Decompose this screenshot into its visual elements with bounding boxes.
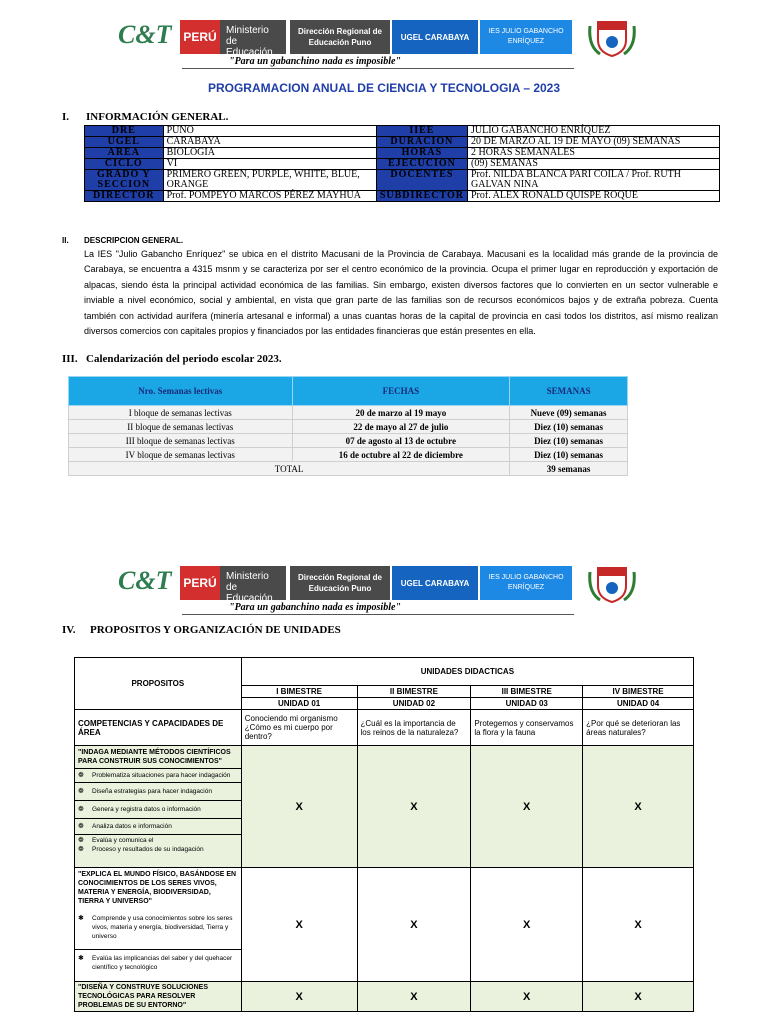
info-value: BIOLOGIA	[163, 148, 376, 159]
cal-dates: 07 de agosto al 13 de octubre	[292, 434, 510, 448]
cal-weeks: Diez (10) semanas	[510, 420, 628, 434]
mark-c3-u2: X	[357, 982, 471, 1012]
info-label: DIRECTOR	[85, 191, 164, 202]
unit-title-2: ¿Cuál es la importancia de los reinos de la naturaleza?	[357, 710, 471, 746]
info-value: CARABAYA	[163, 137, 376, 148]
cal-dates: 16 de octubre al 22 de diciembre	[292, 448, 510, 462]
cal-dates: 20 de marzo al 19 mayo	[292, 406, 510, 420]
info-value: Prof. NILDA BLANCA PARI COILA / Prof. RUTH GALVAN NINA	[468, 170, 720, 191]
cal-header-weeks: Nro. Semanas lectivas	[69, 377, 293, 406]
school-emblem-icon	[586, 16, 638, 58]
mark-c2-u1: X	[241, 868, 357, 982]
mark-c2-u4: X	[583, 868, 694, 982]
cal-dates: 22 de mayo al 27 de julio	[292, 420, 510, 434]
bullet-icon: ❁	[78, 823, 84, 830]
calendar-table	[68, 376, 628, 476]
mark-c1-u1: X	[241, 746, 357, 868]
bullet-icon: ❁	[78, 837, 84, 844]
mark-c3-u3: X	[471, 982, 583, 1012]
school-emblem-icon	[586, 562, 638, 604]
peru-logo: PERÚ	[180, 20, 220, 54]
divider	[182, 614, 574, 615]
info-label: DOCENTES	[376, 170, 467, 191]
info-label: DURACION	[376, 137, 467, 148]
cal-block: I bloque de semanas lectivas	[69, 406, 293, 420]
bullet-icon: ✱	[78, 955, 84, 962]
calendar-row	[69, 448, 628, 462]
bullet-icon: ❁	[78, 806, 84, 813]
peru-logo: PERÚ	[180, 566, 220, 600]
mark-c2-u2: X	[357, 868, 471, 982]
cal-total-label: TOTAL	[69, 462, 510, 476]
cal-block: III bloque de semanas lectivas	[69, 434, 293, 448]
bullet-icon: ✱	[78, 915, 84, 922]
page-title: PROGRAMACION ANUAL DE CIENCIA Y TECNOLOGIA – 2023	[207, 81, 561, 95]
info-row	[85, 170, 720, 191]
cal-total-value: 39 semanas	[510, 462, 628, 476]
bimestre-2: II BIMESTRE	[357, 686, 471, 698]
unidad-4: UNIDAD 04	[583, 698, 694, 710]
general-info-table	[84, 125, 720, 202]
info-value: JULIO GABANCHO ENRÍQUEZ	[468, 126, 720, 137]
cal-weeks: Nueve (09) semanas	[510, 406, 628, 420]
bullet-icon: ❁	[78, 788, 84, 795]
calendar-row	[69, 434, 628, 448]
cal-header-dates: FECHAS	[292, 377, 510, 406]
section-1-heading: I. INFORMACIÓN GENERAL.	[62, 111, 229, 123]
info-row	[85, 159, 720, 170]
info-value: 20 DE MARZO AL 19 DE MAYO (09) SEMANAS	[468, 137, 720, 148]
bullet-icon: ❁	[78, 772, 84, 779]
ct-logo: C&T	[118, 566, 172, 595]
info-label: GRADO Y SECCION	[85, 170, 164, 191]
info-label: CICLO	[85, 159, 164, 170]
info-label: EJECUCION	[376, 159, 467, 170]
competencia-2: "EXPLICA EL MUNDO FÍSICO, BASÁNDOSE EN CONOCIMIENTOS DE LOS SERES VIVOS, MATERIA Y ENERGÍA, BIODIVERSIDAD, TIERRA Y UNIVERSO" ✱ Comprende y usa conocimientos sobre los seres vivos, materia y energía, biodiversidad, Tierra y universo ✱ Evalúa las implicancias del saber y del quehacer científico y tecnológico	[75, 868, 242, 982]
general-description: La IES "Julio Gabancho Enríquez" se ubica en el distrito Macusani de la Provincia de Carabaya. Macusani es la localidad más grande de la provincia de Carabaya, se encuentra a 4315 msnm y se caracteriza por ser el centro económico de la provincia. Ocupa el primer lugar en reproducción y exportación de alpacas, siendo ésta la principal actividad económica de las familias. Sin embargo, existen diversos factores que lo convierten en un sector vulnerable e inviable a nivel económico, social y ambiental, en vista que gran parte de las familias son de recursos económicos bajos y de extraña pobreza. Cuenta también con actividad aurífera (minería artesanal e informal) a unas cuantas horas de la capital de provincia en casi todos los distritos, así mismo realizan diversos comercios con capitales propios y financiados por las entidades financieras que están presentes en ella.	[84, 249, 718, 337]
info-row	[85, 126, 720, 137]
ies-logo: IES JULIO GABANCHO ENRÍQUEZ	[480, 20, 572, 54]
bimestre-1: I BIMESTRE	[241, 686, 357, 698]
mark-c2-u3: X	[471, 868, 583, 982]
calendar-row	[69, 406, 628, 420]
cal-header-semanas: SEMANAS	[510, 377, 628, 406]
unit-title-1: Conociendo mi organismo ¿Cómo es mi cuerpo por dentro?	[241, 710, 357, 746]
minedu-logo: Ministerio de Educación	[220, 20, 286, 54]
info-value: PRIMERO GREEN, PURPLE, WHITE, BLUE, ORANGE	[163, 170, 376, 191]
unidad-1: UNIDAD 01	[241, 698, 357, 710]
info-label: AREA	[85, 148, 164, 159]
header-banner-1	[0, 12, 768, 72]
mark-c1-u2: X	[357, 746, 471, 868]
minedu-logo: Ministerio de Educación	[220, 566, 286, 600]
mark-c1-u3: X	[471, 746, 583, 868]
section-4-heading: IV. PROPOSITOS Y ORGANIZACIÓN DE UNIDADES	[62, 624, 341, 636]
bimestre-3: III BIMESTRE	[471, 686, 583, 698]
ugel-logo: UGEL CARABAYA	[392, 566, 478, 600]
unidad-3: UNIDAD 03	[471, 698, 583, 710]
mark-c3-u4: X	[583, 982, 694, 1012]
mark-c1-u4: X	[583, 746, 694, 868]
unidad-2: UNIDAD 02	[357, 698, 471, 710]
info-value: (09) SEMANAS	[468, 159, 720, 170]
info-value: 2 HORAS SEMANALES	[468, 148, 720, 159]
calendar-row	[69, 420, 628, 434]
ugel-logo: UGEL CARABAYA	[392, 20, 478, 54]
unit-title-4: ¿Por qué se deterioran las áreas naturales?	[583, 710, 694, 746]
cal-block: II bloque de semanas lectivas	[69, 420, 293, 434]
info-row	[85, 148, 720, 159]
cal-block: IV bloque de semanas lectivas	[69, 448, 293, 462]
drep-logo: Dirección Regional de Educación Puno	[290, 566, 390, 600]
calendar-total-row	[69, 462, 628, 476]
mark-c3-u1: X	[241, 982, 357, 1012]
competencia-1: "INDAGA MEDIANTE MÉTODOS CIENTÍFICOS PARA CONSTRUIR SUS CONOCIMIENTOS" ❁ Problematiza situaciones para hacer indagación ❁ Diseña estrategias para hacer indagación ❁ Genera y registra datos o información ❁ Analiza datos e información ❁ Evalúa y comunica el ❁ Proceso y resultados de su indagación	[75, 746, 242, 868]
cal-weeks: Diez (10) semanas	[510, 448, 628, 462]
info-label: SUBDIRECTOR	[376, 191, 467, 202]
unit-title-3: Protegemos y conservamos la flora y la fauna	[471, 710, 583, 746]
unidades-header: UNIDADES DIDACTICAS	[241, 658, 693, 686]
ct-logo: C&T	[118, 20, 172, 49]
info-value: PUNO	[163, 126, 376, 137]
header-banner-2	[0, 558, 768, 618]
cal-weeks: Diez (10) semanas	[510, 434, 628, 448]
section-3-heading: III. Calendarización del periodo escolar 2023.	[62, 353, 282, 365]
divider	[182, 68, 574, 69]
info-label: DRE	[85, 126, 164, 137]
drep-logo: Dirección Regional de Educación Puno	[290, 20, 390, 54]
info-value: Prof. ALEX RONALD QUISPE ROQUE	[468, 191, 720, 202]
competencias-header: COMPETENCIAS Y CAPACIDADES DE ÁREA	[75, 710, 242, 746]
info-row	[85, 137, 720, 148]
info-label: UGEL	[85, 137, 164, 148]
units-table	[74, 657, 694, 1012]
bullet-icon: ❁	[78, 846, 84, 853]
section-2-heading: II. DESCRIPCION GENERAL.	[62, 236, 184, 245]
info-value: Prof. POMPEYO MARCOS PÉREZ MAYHUA	[163, 191, 376, 202]
motto: "Para un gabanchino nada es imposible"	[229, 602, 401, 613]
propositos-header: PROPOSITOS	[75, 658, 242, 710]
motto: "Para un gabanchino nada es imposible"	[229, 56, 401, 67]
ies-logo: IES JULIO GABANCHO ENRÍQUEZ	[480, 566, 572, 600]
info-label: IIEE	[376, 126, 467, 137]
bimestre-4: IV BIMESTRE	[583, 686, 694, 698]
competencia-3: "DISEÑA Y CONSTRUYE SOLUCIONES TECNOLÓGICAS PARA RESOLVER PROBLEMAS DE SU ENTORNO"	[75, 982, 242, 1012]
info-label: HORAS	[376, 148, 467, 159]
info-value: VI	[163, 159, 376, 170]
info-row	[85, 191, 720, 202]
